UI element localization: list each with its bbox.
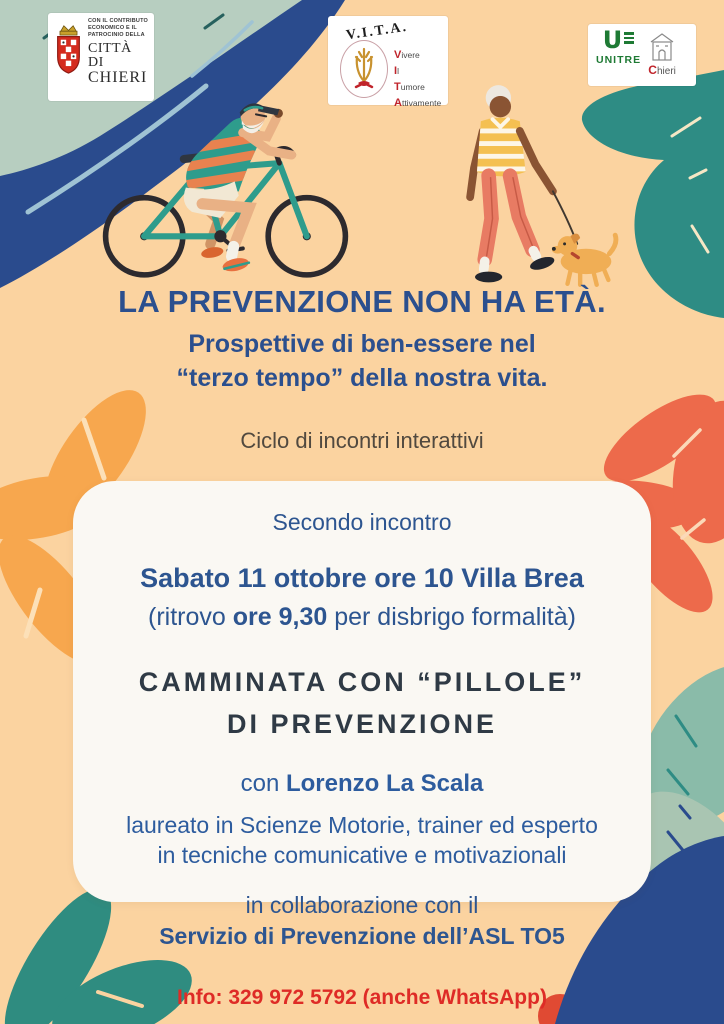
- collab-line1: in collaborazione con il: [245, 892, 479, 919]
- vita-association-logo: [328, 16, 448, 109]
- meetup-info: (ritrovo ore 9,30 per disbrigo formalità): [148, 603, 576, 631]
- vita-word: Vivere: [394, 49, 420, 61]
- event-title-line2: DI PREVENZIONE: [226, 708, 498, 739]
- dog-walker-illustration: [438, 82, 623, 287]
- cyclist-illustration: [98, 94, 353, 282]
- speaker-bio: [73, 810, 651, 871]
- unitre-chieri-logo: [588, 24, 696, 86]
- vita-word: Attivamente: [394, 96, 442, 109]
- city-name-line1: CITTÀ DI: [88, 40, 132, 70]
- city-name-line2: CHIERI: [88, 68, 148, 86]
- vita-acronym: V.I.T.A.: [345, 19, 409, 44]
- speaker-line: con Lorenzo La Scala: [240, 769, 484, 797]
- collab-line2: Servizio di Prevenzione dell’ASL TO5: [159, 923, 565, 950]
- event-title-line1: CAMMINATA CON “PILLOLE”: [138, 667, 586, 697]
- event-title: [73, 662, 651, 746]
- unitre-u-glyph: U: [602, 26, 623, 54]
- patronage-text: CON IL CONTRIBUTO ECONOMICO E IL PATROCINIO DELLA: [88, 18, 149, 38]
- speaker-bio-line1: laureato in Scienze Motorie, trainer ed esperto: [126, 811, 598, 838]
- series-label: Ciclo di incontri interattivi: [240, 427, 484, 453]
- unitre-bars-icon: [624, 32, 634, 44]
- chieri-coat-of-arms-icon: [53, 18, 84, 94]
- wheat-oval-icon: [340, 40, 388, 98]
- vita-word: Tumore: [394, 80, 425, 93]
- speaker-bio-line2: in tecniche comunicative e motivazionali: [157, 842, 567, 869]
- collaboration-note: [73, 890, 651, 952]
- event-datetime: Sabato 11 ottobre ore 10 Villa Brea: [140, 563, 584, 593]
- subtitle-line1: Prospettive di ben-essere nel: [188, 330, 536, 358]
- vita-motto: [394, 48, 441, 112]
- subtitle-line2: “terzo tempo” della nostra vita.: [176, 363, 548, 392]
- poster-subtitle: [0, 328, 724, 396]
- session-label: Secondo incontro: [272, 509, 452, 535]
- church-sketch-icon: [647, 30, 677, 64]
- event-card: [73, 481, 651, 950]
- vita-word: Il: [394, 64, 399, 77]
- chieri-city-logo: [48, 13, 154, 101]
- unitre-name: UNITRE: [596, 53, 642, 66]
- poster-title: LA PREVENZIONE NON HA ETÀ.: [118, 284, 606, 319]
- unitre-city-label: Chieri: [648, 63, 676, 77]
- contact-info: Info: 329 972 5792 (anche WhatsApp): [177, 986, 547, 1009]
